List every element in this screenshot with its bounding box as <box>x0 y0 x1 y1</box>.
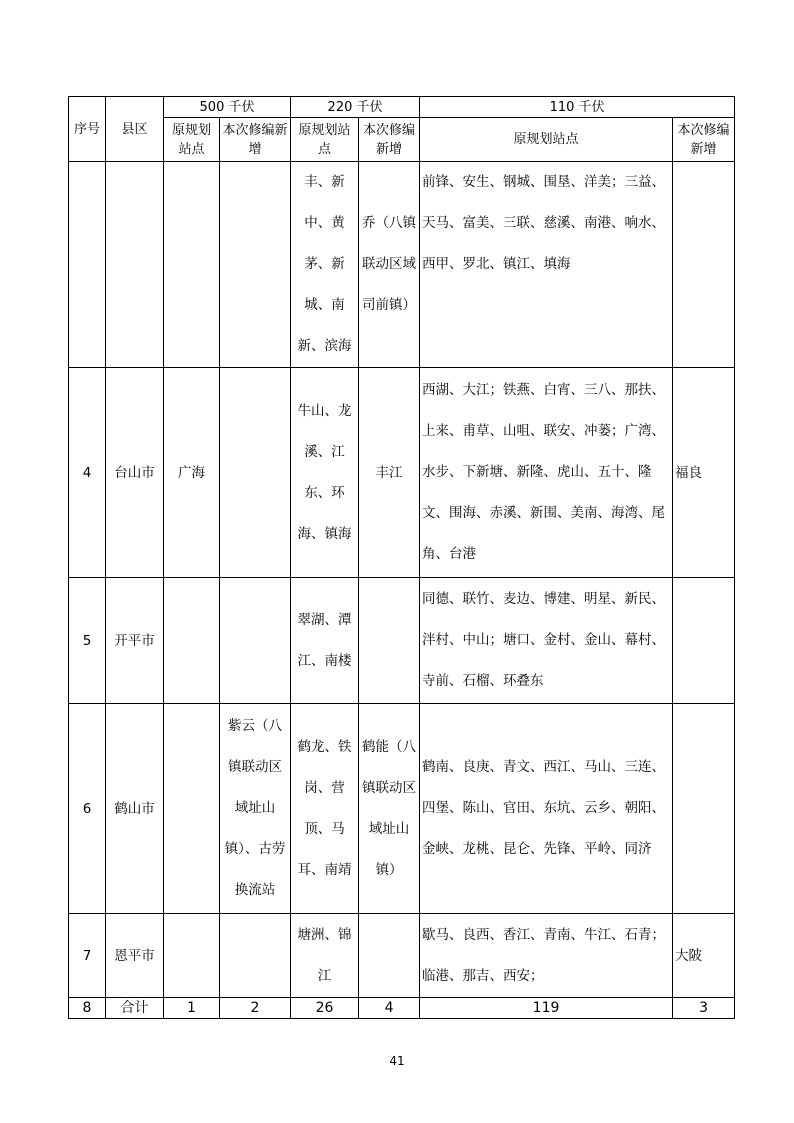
k220-orig-cell: 丰、新中、黄茅、新城、南新、滨海 <box>291 162 359 368</box>
county-cell: 台山市 <box>106 368 164 578</box>
k220-new-cell: 鹤能（八镇联动区域址山镇） <box>359 704 420 914</box>
k500-new-cell <box>220 368 291 578</box>
total-k500-new: 2 <box>220 998 291 1019</box>
seq-cell <box>69 162 106 368</box>
header-500kv: 500 千伏 <box>164 97 291 118</box>
k220-new-cell <box>359 578 420 704</box>
total-k500-orig: 1 <box>164 998 220 1019</box>
county-cell: 恩平市 <box>106 914 164 998</box>
k220-new-cell: 丰江 <box>359 368 420 578</box>
k500-new-cell <box>220 162 291 368</box>
header-500-orig: 原规划站点 <box>164 118 220 162</box>
k220-orig-cell: 鹤龙、铁岗、营顶、马耳、南靖 <box>291 704 359 914</box>
table-row <box>69 914 735 998</box>
table-row <box>69 578 735 704</box>
k110-orig-cell: 西湖、大江；铁燕、白宵、三八、那扶、上来、甫草、山咀、联安、冲蒌；广湾、水步、下新塘、新隆、虎山、五十、隆文、围海、赤溪、新围、美南、海湾、尾角、台港 <box>420 368 673 578</box>
header-220-orig: 原规划站点 <box>291 118 359 162</box>
substation-table <box>68 96 735 1019</box>
county-cell: 鹤山市 <box>106 704 164 914</box>
table-row <box>69 704 735 914</box>
header-110kv: 110 千伏 <box>420 97 735 118</box>
k500-orig-cell <box>164 914 220 998</box>
k110-new-cell: 福良 <box>673 368 735 578</box>
header-row-2 <box>69 118 735 162</box>
header-county: 县区 <box>106 97 164 162</box>
total-k220-orig: 26 <box>291 998 359 1019</box>
k500-new-cell <box>220 914 291 998</box>
k220-orig-cell: 塘洲、锦江 <box>291 914 359 998</box>
k110-new-cell <box>673 162 735 368</box>
total-seq: 8 <box>69 998 106 1019</box>
seq-cell: 6 <box>69 704 106 914</box>
k500-orig-cell <box>164 162 220 368</box>
seq-cell: 7 <box>69 914 106 998</box>
k220-orig-cell: 牛山、龙溪、江东、环海、镇海 <box>291 368 359 578</box>
k500-new-cell: 紫云（八镇联动区域址山镇）、古劳换流站 <box>220 704 291 914</box>
header-500-new: 本次修编新增 <box>220 118 291 162</box>
table-row <box>69 162 735 368</box>
k500-orig-cell <box>164 578 220 704</box>
total-label: 合计 <box>106 998 164 1019</box>
header-seq: 序号 <box>69 97 106 162</box>
total-k110-orig: 119 <box>420 998 673 1019</box>
header-220kv: 220 千伏 <box>291 97 420 118</box>
k220-new-cell <box>359 914 420 998</box>
header-110-new: 本次修编新增 <box>673 118 735 162</box>
k220-new-cell: 乔（八镇联动区域司前镇） <box>359 162 420 368</box>
k110-orig-cell: 前锋、安生、钢城、围垦、洋美；三益、天马、富美、三联、慈溪、南港、响水、西甲、罗北、镇江、填海 <box>420 162 673 368</box>
table-row <box>69 368 735 578</box>
header-220-new: 本次修编新增 <box>359 118 420 162</box>
header-110-orig: 原规划站点 <box>420 118 673 162</box>
seq-cell: 4 <box>69 368 106 578</box>
k110-new-cell: 大陂 <box>673 914 735 998</box>
k110-orig-cell: 鹤南、良庚、青文、西江、马山、三连、四堡、陈山、官田、东坑、云乡、朝阳、金峡、龙桃、昆仑、先锋、平岭、同济 <box>420 704 673 914</box>
k500-orig-cell <box>164 704 220 914</box>
total-k220-new: 4 <box>359 998 420 1019</box>
k220-orig-cell: 翠湖、潭江、南楼 <box>291 578 359 704</box>
seq-cell: 5 <box>69 578 106 704</box>
k110-new-cell <box>673 704 735 914</box>
k500-orig-cell: 广海 <box>164 368 220 578</box>
total-row <box>69 998 735 1019</box>
k500-new-cell <box>220 578 291 704</box>
k110-new-cell <box>673 578 735 704</box>
header-row-1 <box>69 97 735 118</box>
k110-orig-cell: 歇马、良西、香江、青南、牛江、石青；临港、那吉、西安； <box>420 914 673 998</box>
county-cell <box>106 162 164 368</box>
county-cell: 开平市 <box>106 578 164 704</box>
k110-orig-cell: 同德、联竹、麦边、博建、明星、新民、泮村、中山；塘口、金村、金山、幕村、寺前、石榴、环叠东 <box>420 578 673 704</box>
page-number: 41 <box>389 1054 405 1068</box>
total-k110-new: 3 <box>673 998 735 1019</box>
